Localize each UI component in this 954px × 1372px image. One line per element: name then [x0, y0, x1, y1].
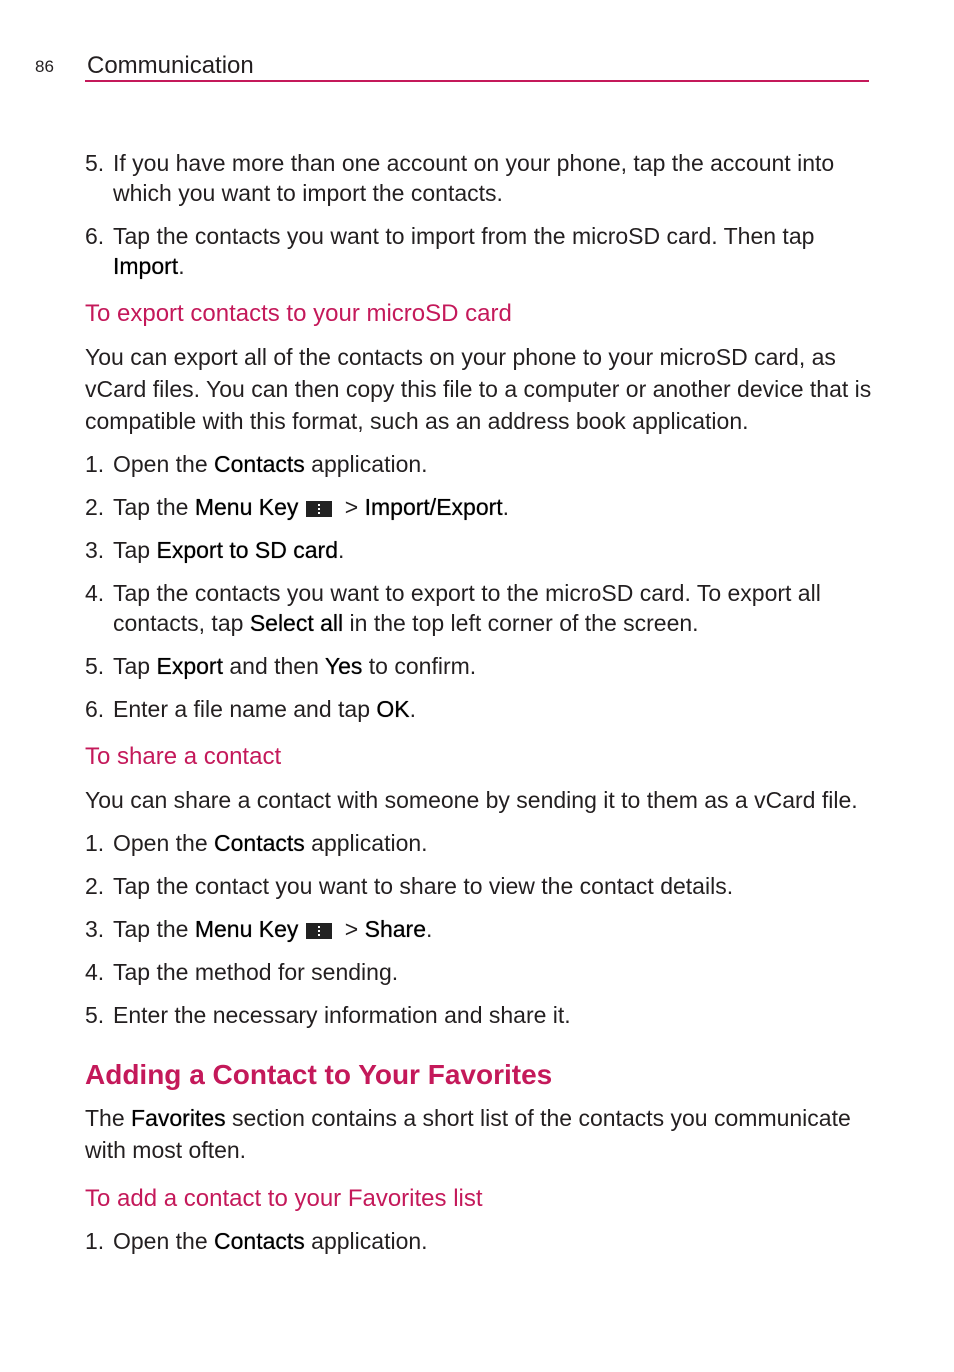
step-text: Tap the Menu Key > Import/Export.: [113, 494, 510, 520]
step-number: 1.: [85, 451, 105, 477]
step-text: Tap the contact you want to share to view the contact details.: [113, 873, 734, 899]
step-number: 3.: [85, 916, 105, 942]
step-text: Tap Export and then Yes to confirm.: [113, 653, 477, 679]
step-number: 2.: [85, 494, 105, 520]
step-text: Tap the Menu Key > Share.: [113, 916, 433, 942]
export-heading: To export contacts to your microSD card: [85, 300, 512, 327]
step-text: If you have more than one account on your phone, tap the account into which you want to import the contacts.: [113, 150, 835, 206]
step-text: Enter the necessary information and share it.: [113, 1002, 571, 1028]
step-number: 5.: [85, 653, 105, 679]
list-item: [85, 651, 875, 681]
step-number: 4.: [85, 959, 105, 985]
step-number: 3.: [85, 537, 105, 563]
step-text: Tap the contacts you want to export to the microSD card. To export all contacts, tap Select all in the top left corner of the screen.: [113, 580, 821, 636]
page-number: 86: [35, 57, 54, 76]
share-heading: To share a contact: [85, 743, 282, 770]
export-intro: You can export all of the contacts on your phone to your microSD card, as vCard files. You can then copy this file to a computer or another device that is compatible with this format, such as an address book application.: [85, 344, 872, 434]
header-divider: [85, 80, 869, 82]
list-item: [85, 1000, 875, 1030]
step-number: 5.: [85, 150, 105, 176]
list-item: [85, 535, 875, 565]
favorites-intro: The Favorites section contains a short list of the contacts you communicate with most often.: [85, 1105, 851, 1163]
list-item: [85, 449, 875, 479]
step-text: Tap the method for sending.: [113, 959, 399, 985]
favorites-heading: Adding a Contact to Your Favorites: [85, 1059, 553, 1090]
step-text: Open the Contacts application.: [113, 451, 428, 477]
step-text: Open the Contacts application.: [113, 1228, 428, 1254]
list-item: [85, 148, 875, 208]
list-item: [85, 957, 875, 987]
step-text: Enter a file name and tap OK.: [113, 696, 417, 722]
page-content: [85, 148, 875, 1269]
list-item: [85, 578, 875, 638]
list-item: [85, 492, 875, 522]
list-item: [85, 694, 875, 724]
step-text: Tap the contacts you want to import from the microSD card. Then tap Import.: [113, 223, 815, 279]
step-number: 2.: [85, 873, 105, 899]
step-number: 5.: [85, 1002, 105, 1028]
step-number: 1.: [85, 1228, 105, 1254]
list-item: [85, 1226, 875, 1256]
step-number: 4.: [85, 580, 105, 606]
share-intro: You can share a contact with someone by sending it to them as a vCard file.: [85, 787, 858, 813]
favorites-subheading: To add a contact to your Favorites list: [85, 1185, 483, 1212]
list-item: [85, 871, 875, 901]
ui-term: Import: [113, 253, 179, 279]
menu-key-icon: [306, 923, 332, 939]
section-title: Communication: [87, 52, 254, 79]
menu-key-icon: [306, 501, 332, 517]
list-item: [85, 221, 875, 281]
step-text: Open the Contacts application.: [113, 830, 428, 856]
step-text: Tap Export to SD card.: [113, 537, 345, 563]
list-item: [85, 914, 875, 944]
step-number: 6.: [85, 223, 105, 249]
step-number: 1.: [85, 830, 105, 856]
list-item: [85, 828, 875, 858]
step-number: 6.: [85, 696, 105, 722]
